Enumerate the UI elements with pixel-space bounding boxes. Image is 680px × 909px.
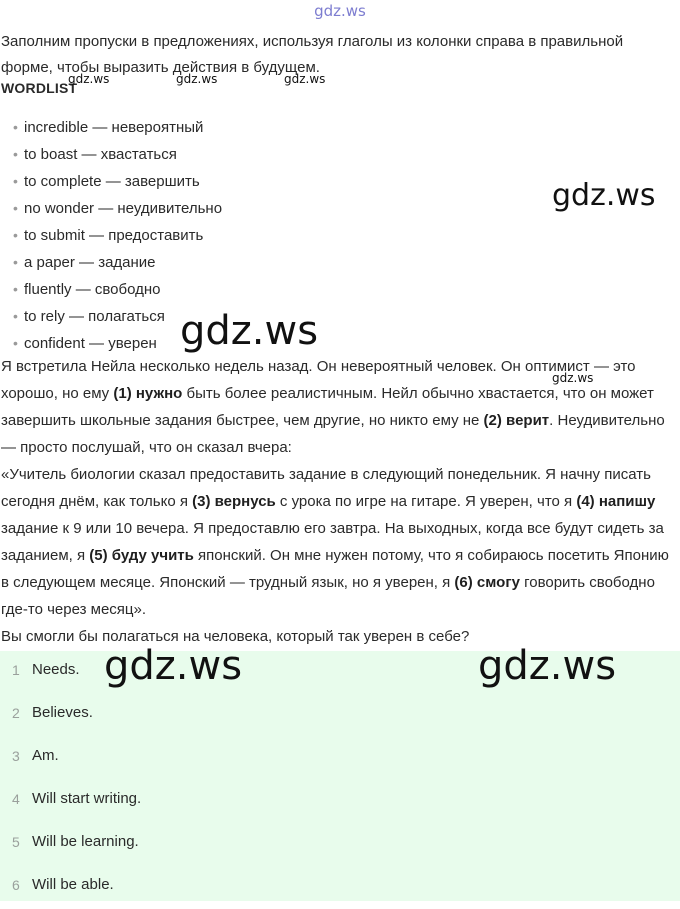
answer-text: Am. bbox=[32, 747, 59, 764]
answer-number: 3 bbox=[12, 748, 20, 764]
bullet-icon: • bbox=[13, 281, 18, 297]
watermark: gdz.ws bbox=[478, 643, 617, 689]
answer-number: 4 bbox=[12, 791, 20, 807]
wordlist-title: WORDLIST bbox=[1, 80, 78, 96]
list-item: • incredible — невероятный bbox=[0, 114, 222, 141]
list-item: • to complete — завершить bbox=[0, 168, 222, 195]
watermark: gdz.ws bbox=[104, 643, 243, 689]
answer-number: 5 bbox=[12, 834, 20, 850]
answer-number: 2 bbox=[12, 705, 20, 721]
list-item: • confident — уверен bbox=[0, 330, 222, 357]
watermark: gdz.ws bbox=[552, 371, 594, 385]
answer-text: Will be able. bbox=[32, 876, 114, 893]
answer-text: Will start writing. bbox=[32, 790, 142, 807]
watermark: gdz.ws bbox=[552, 178, 656, 213]
answer-text: Needs. bbox=[32, 661, 80, 678]
answer-item bbox=[0, 694, 680, 737]
answer-item bbox=[0, 866, 680, 909]
answer-item bbox=[0, 737, 680, 780]
site-header-logo[interactable]: gdz.ws bbox=[314, 2, 366, 20]
list-item: • to rely — полагаться bbox=[0, 303, 222, 330]
answer-item bbox=[0, 780, 680, 823]
list-item: • no wonder — неудивительно bbox=[0, 195, 222, 222]
answer-number: 6 bbox=[12, 877, 20, 893]
list-item: • to boast — хвастаться bbox=[0, 141, 222, 168]
list-item: • to submit — предоставить bbox=[0, 222, 222, 249]
gap-4-answer: (4) напишу bbox=[576, 493, 656, 510]
watermark: gdz.ws bbox=[68, 72, 110, 86]
watermark: gdz.ws bbox=[284, 72, 326, 86]
paragraph-1: Я встретила Нейла несколько недель назад. Он невероятный человек. Он оптимист — это хорошо, но ему (1) нужно быть более реалистичным. Нейл обычно хвастается, что он может завершить школьные задания быстрее, чем другие, но никто ему не (2) верит. Неудивительно — просто послушай, что он сказал вчера: bbox=[1, 358, 665, 456]
list-item: • a paper — задание bbox=[0, 249, 222, 276]
answer-number: 1 bbox=[12, 662, 20, 678]
bullet-icon: • bbox=[13, 335, 18, 351]
gap-5-answer: (5) буду учить bbox=[89, 547, 194, 564]
gap-6-answer: (6) смогу bbox=[454, 574, 520, 591]
gap-2-answer: (2) верит bbox=[483, 412, 550, 429]
answer-text: Believes. bbox=[32, 704, 93, 721]
bullet-icon: • bbox=[13, 119, 18, 135]
task-intro: Заполним пропуски в предложениях, используя глаголы из колонки справа в правильной форме, чтобы выразить действия в будущем. bbox=[1, 33, 624, 76]
bullet-icon: • bbox=[13, 308, 18, 324]
answer-item bbox=[0, 823, 680, 866]
paragraph-2: «Учитель биологии сказал предоставить задание в следующий понедельник. Я начну писать сегодня днём, как только я (3) вернусь с урока по игре на гитаре. Я уверен, что я (4) напишу задание к 9 или 10 вечера. Я предоставлю его завтра. На выходных, когда все будут сидеть за заданием, я (5) буду учить японский. Он мне нужен потому, что я собираюсь посетить Японию в следующем месяце. Японский — трудный язык, но я уверен, я (6) смогу говорить свободно где-то через месяц». bbox=[1, 466, 669, 618]
bullet-icon: • bbox=[13, 173, 18, 189]
bullet-icon: • bbox=[13, 227, 18, 243]
list-item: • fluently — свободно bbox=[0, 276, 222, 303]
watermark: gdz.ws bbox=[176, 72, 218, 86]
bullet-icon: • bbox=[13, 200, 18, 216]
gap-1-answer: (1) нужно bbox=[113, 385, 183, 402]
bullet-icon: • bbox=[13, 254, 18, 270]
watermark: gdz.ws bbox=[180, 308, 319, 354]
answer-text: Will be learning. bbox=[32, 833, 139, 850]
bullet-icon: • bbox=[13, 146, 18, 162]
gap-3-answer: (3) вернусь bbox=[192, 493, 276, 510]
story-text bbox=[1, 353, 677, 650]
paragraph-3: Вы смогли бы полагаться на человека, который так уверен в себе? bbox=[1, 628, 470, 645]
